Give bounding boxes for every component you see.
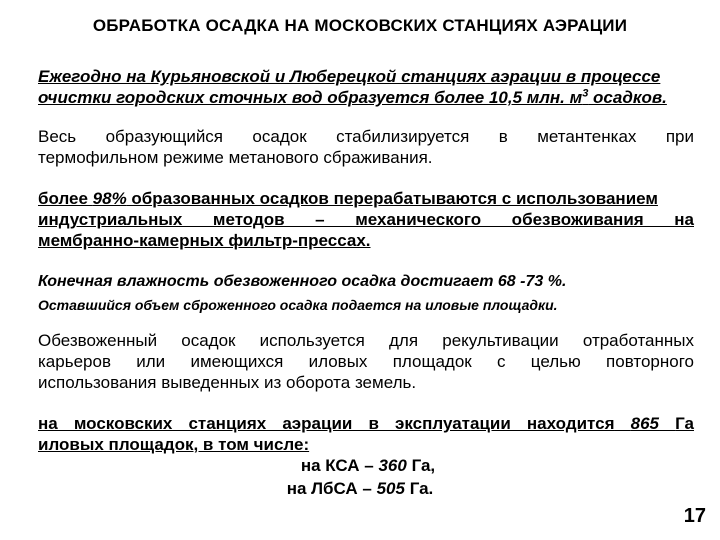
paragraph-remaining-volume: Оставшийся объем сброженного осадка подается на иловые площадки. [38, 297, 558, 313]
list-item [0, 479, 720, 499]
p7-line1-text: на московских станциях аэрации в эксплуатации находится [38, 414, 615, 433]
p6-line3: использования выведенных из оборота земель. [38, 373, 417, 392]
p7-line2: иловых площадок, в том числе: [38, 435, 310, 454]
paragraph-annual-volume [38, 66, 694, 108]
p3-line2: индустриальных методов – механического обезвоживания на [38, 210, 694, 229]
p6-line2: карьеров или имеющихся иловых площадок с целью повторного [38, 352, 694, 371]
p3-line1-a: более [38, 189, 93, 208]
p3-line3: мембранно-камерных фильтр-прессах. [38, 231, 371, 250]
item-unit: Га, [406, 456, 436, 475]
item-label: на ЛбСА – [286, 479, 377, 498]
paragraph-reclamation [38, 330, 694, 393]
p7-line1 [38, 413, 694, 434]
page-number: 17 [683, 505, 706, 527]
p1-line2-text: очистки городских сточных вод образуется более 10,5 млн. м [38, 88, 583, 107]
list-item [0, 456, 720, 476]
paragraph-sludge-beds [38, 413, 694, 455]
item-unit: Га. [404, 479, 434, 498]
paragraph-stabilization [38, 126, 694, 168]
item-value: 360 [378, 456, 407, 475]
p6-line1: Обезвоженный осадок используется для рекультивации отработанных [38, 331, 694, 350]
p1-line2 [38, 87, 694, 108]
paragraph-processing [38, 188, 694, 251]
item-label: на КСА – [300, 456, 379, 475]
p1-line1: Ежегодно на Курьяновской и Люберецкой станциях аэрации в процессе [38, 67, 661, 86]
p7-unit: Га [675, 414, 694, 433]
p3-line1 [38, 188, 694, 209]
item-value: 505 [376, 479, 405, 498]
page-title: ОБРАБОТКА ОСАДКА НА МОСКОВСКИХ СТАНЦИЯХ АЭРАЦИИ [92, 16, 628, 35]
p1-line2-end: осадков. [588, 88, 667, 107]
p2-line1: Весь образующийся осадок стабилизируется в метантенках при [38, 127, 694, 146]
p3-percentage: 98% [92, 189, 127, 208]
p7-total-area: 865 [630, 414, 660, 433]
paragraph-final-moisture: Конечная влажность обезвоженного осадка достигает 68 -73 %. [38, 273, 567, 290]
p1-unit-superscript: 3 [582, 87, 589, 100]
p2-line2: термофильном режиме метанового сбраживания. [38, 148, 433, 167]
p3-line1-c: образованных осадков перерабатываются с использованием [126, 189, 658, 208]
